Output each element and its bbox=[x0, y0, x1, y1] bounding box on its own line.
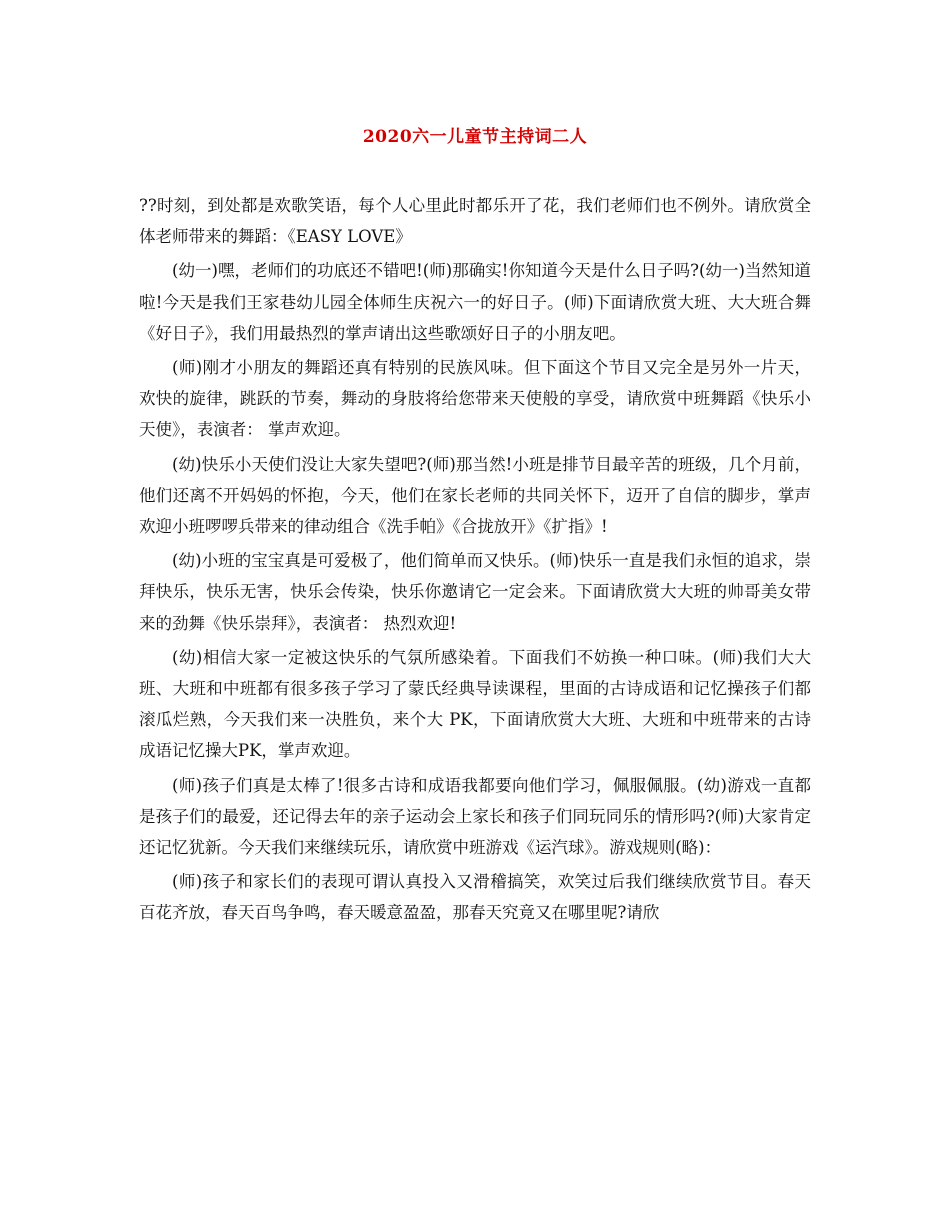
paragraph: (师)刚才小朋友的舞蹈还真有特别的民族风味。但下面这个节目又完全是另外一片天，欢快的旋律，跳跃的节奏，舞动的身肢将给您带来天使般的享受，请欣赏中班舞蹈《快乐小天使》，表演者： 掌声欢迎。 bbox=[139, 358, 811, 440]
paragraph: (师)孩子们真是太棒了!很多古诗和成语我都要向他们学习，佩服佩服。(幼)游戏一直都是孩子们的最爱，还记得去年的亲子运动会上家长和孩子们同玩同乐的情形吗?(师)大家肯定还记忆犹新。今天我们来继续玩乐，请欣赏中班游戏《运汽球》。游戏规则(略)： bbox=[139, 775, 811, 858]
document-body bbox=[139, 190, 811, 932]
paragraph: (师)孩子和家长们的表现可谓认真投入又滑稽搞笑，欢笑过后我们继续欣赏节目。春天百花齐放，春天百鸟争鸣，春天暖意盈盈，那春天究竟又在哪里呢?请欣 bbox=[139, 872, 811, 923]
document-title: 2020六一儿童节主持词二人 bbox=[362, 127, 588, 147]
paragraph: (幼)小班的宝宝真是可爱极了，他们简单而又快乐。(师)快乐一直是我们永恒的追求，崇拜快乐，快乐无害，快乐会传染，快乐你邀请它一定会来。下面请欣赏大大班的帅哥美女带来的劲舞《快乐崇拜》，表演者： 热烈欢迎! bbox=[139, 551, 811, 633]
paragraph: (幼)快乐小天使们没让大家失望吧?(师)那当然!小班是排节目最辛苦的班级，几个月前，他们还离不开妈妈的怀抱，今天，他们在家长老师的共同关怀下，迈开了自信的脚步，掌声欢迎小班啰啰兵带来的律动组合《洗手帕》《合拢放开》《扩指》! bbox=[139, 454, 811, 537]
paragraph: (幼一)嘿，老师们的功底还不错吧!(师)那确实!你知道今天是什么日子吗?(幼一)当然知道啦!今天是我们王家巷幼儿园全体师生庆祝六一的好日子。(师)下面请欣赏大班、大大班合舞《好日子》，我们用最热烈的掌声请出这些歌颂好日子的小朋友吧。 bbox=[139, 261, 811, 343]
paragraph: (幼)相信大家一定被这快乐的气氛所感染着。下面我们不妨换一种口味。(师)我们大大班、大班和中班都有很多孩子学习了蒙氏经典导读课程，里面的古诗成语和记忆操孩子们都滚瓜烂熟，今天我们来一决胜负，来个大 PK，下面请欣赏大大班、大班和中班带来的古诗成语记忆操大PK，掌声欢迎。 bbox=[139, 647, 811, 761]
paragraph: ??时刻，到处都是欢歌笑语，每个人心里此时都乐开了花，我们老师们也不例外。请欣赏全体老师带来的舞蹈：《EASY LOVE》 bbox=[139, 196, 811, 247]
